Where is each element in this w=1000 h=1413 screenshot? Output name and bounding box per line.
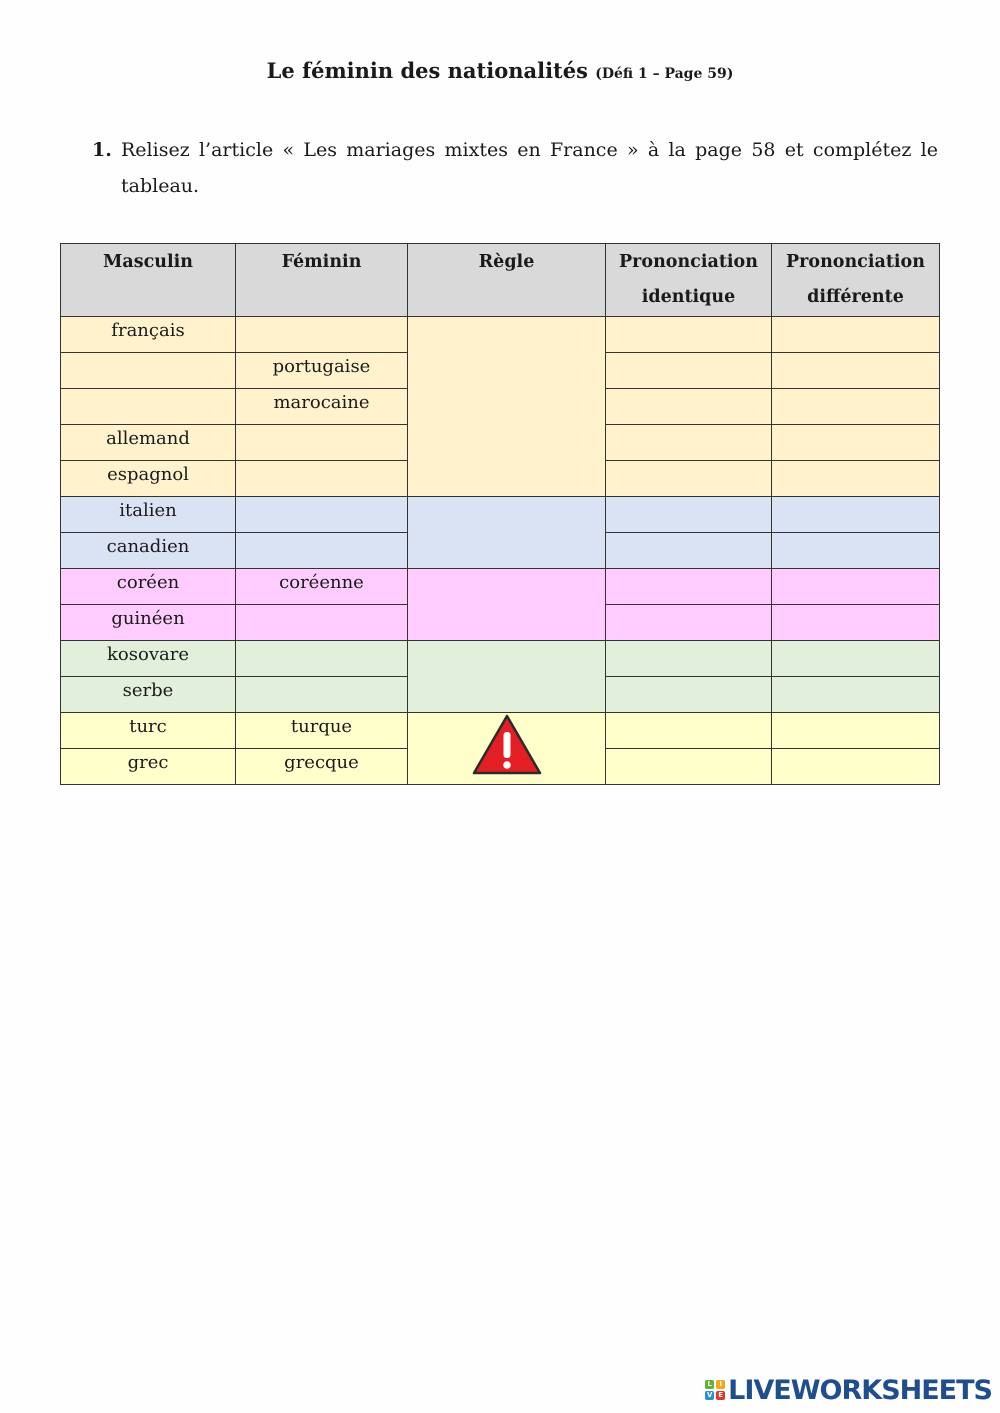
cell-differente-input[interactable] (772, 569, 940, 605)
cell-identique-input[interactable] (606, 389, 772, 425)
cell-feminin-input[interactable] (236, 461, 408, 497)
cell-feminin: turque (236, 713, 408, 749)
cell-differente-input[interactable] (772, 641, 940, 677)
cell-masculin: turc (61, 713, 236, 749)
cell-identique-input[interactable] (606, 425, 772, 461)
header-regle: Règle (408, 244, 606, 317)
cell-masculin: coréen (61, 569, 236, 605)
header-feminin: Féminin (236, 244, 408, 317)
cell-identique-input[interactable] (606, 317, 772, 353)
cell-identique-input[interactable] (606, 533, 772, 569)
cell-regle-input[interactable] (408, 569, 606, 641)
cell-feminin-input[interactable] (236, 641, 408, 677)
cell-masculin-input[interactable] (61, 353, 236, 389)
cell-regle-input[interactable] (408, 497, 606, 569)
page-title (0, 58, 1000, 83)
header-prononciation-differente: Prononciation différente (772, 244, 940, 317)
cell-regle-input[interactable] (408, 641, 606, 713)
cell-identique-input[interactable] (606, 569, 772, 605)
cell-identique-input[interactable] (606, 461, 772, 497)
cell-masculin: serbe (61, 677, 236, 713)
cell-differente-input[interactable] (772, 317, 940, 353)
cell-feminin-input[interactable] (236, 317, 408, 353)
cell-identique-input[interactable] (606, 749, 772, 785)
table-row (61, 317, 940, 353)
cell-identique-input[interactable] (606, 677, 772, 713)
cell-feminin-input[interactable] (236, 533, 408, 569)
cell-differente-input[interactable] (772, 677, 940, 713)
warning-triangle-icon (471, 713, 543, 777)
cell-identique-input[interactable] (606, 713, 772, 749)
cell-differente-input[interactable] (772, 461, 940, 497)
cell-feminin: portugaise (236, 353, 408, 389)
logo-mark-icon: L I V E (705, 1380, 725, 1400)
exercise-instruction (92, 132, 938, 204)
title-subtitle: (Défi 1 – Page 59) (595, 66, 734, 82)
table-header-row (61, 244, 940, 317)
cell-feminin: marocaine (236, 389, 408, 425)
cell-identique-input[interactable] (606, 641, 772, 677)
cell-masculin: guinéen (61, 605, 236, 641)
table-row (61, 641, 940, 677)
cell-identique-input[interactable] (606, 353, 772, 389)
cell-differente-input[interactable] (772, 353, 940, 389)
cell-regle-warning (408, 713, 606, 785)
title-main: Le féminin des nationalités (266, 58, 588, 83)
cell-identique-input[interactable] (606, 497, 772, 533)
cell-differente-input[interactable] (772, 749, 940, 785)
cell-feminin-input[interactable] (236, 425, 408, 461)
cell-masculin: allemand (61, 425, 236, 461)
cell-differente-input[interactable] (772, 389, 940, 425)
nationalities-table (60, 243, 940, 785)
cell-feminin-input[interactable] (236, 605, 408, 641)
cell-differente-input[interactable] (772, 533, 940, 569)
cell-masculin: canadien (61, 533, 236, 569)
cell-masculin: italien (61, 497, 236, 533)
cell-feminin: grecque (236, 749, 408, 785)
liveworksheets-logo (705, 1375, 992, 1405)
cell-masculin: espagnol (61, 461, 236, 497)
cell-differente-input[interactable] (772, 713, 940, 749)
header-masculin: Masculin (61, 244, 236, 317)
cell-masculin: grec (61, 749, 236, 785)
exercise-text: Relisez l’article « Les mariages mixtes en France » à la page 58 et complétez le tableau. (121, 139, 938, 197)
cell-feminin-input[interactable] (236, 497, 408, 533)
cell-identique-input[interactable] (606, 605, 772, 641)
table-row (61, 497, 940, 533)
cell-masculin-input[interactable] (61, 389, 236, 425)
table-row (61, 713, 940, 749)
cell-differente-input[interactable] (772, 425, 940, 461)
exercise-number: 1. (92, 139, 112, 161)
logo-text: LIVEWORKSHEETS (728, 1374, 992, 1406)
table-row (61, 569, 940, 605)
cell-masculin: français (61, 317, 236, 353)
cell-feminin: coréenne (236, 569, 408, 605)
cell-differente-input[interactable] (772, 497, 940, 533)
cell-feminin-input[interactable] (236, 677, 408, 713)
cell-regle-input[interactable] (408, 317, 606, 497)
header-prononciation-identique: Prononciation identique (606, 244, 772, 317)
cell-differente-input[interactable] (772, 605, 940, 641)
cell-masculin: kosovare (61, 641, 236, 677)
